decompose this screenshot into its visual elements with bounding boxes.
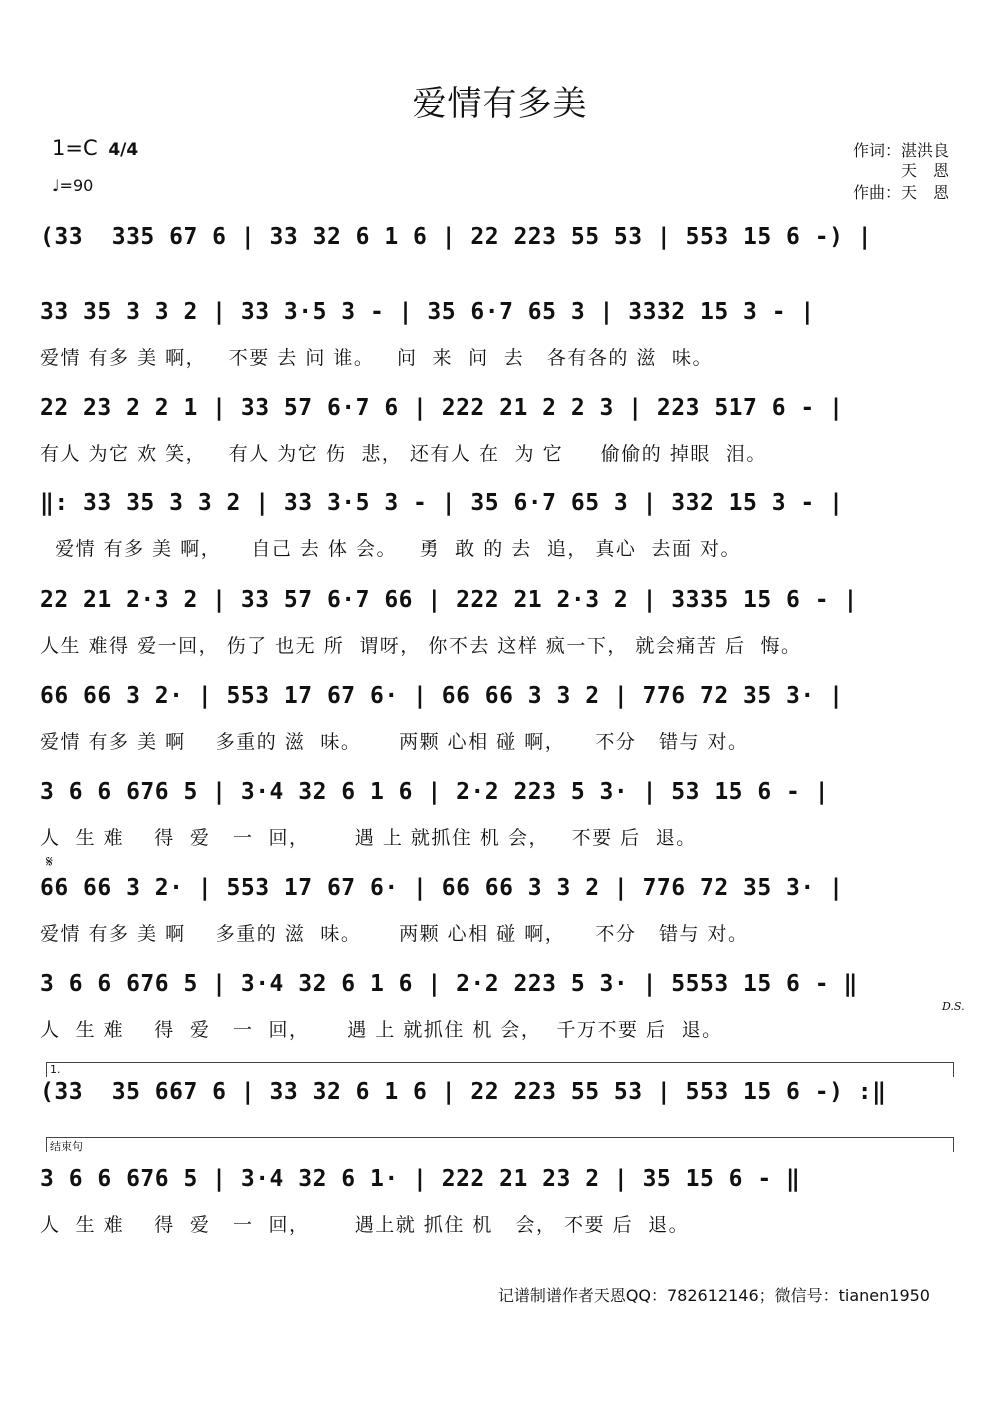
author-contact-footer: 记谱制谱作者天恩QQ：782612146；微信号：tianen1950 (497, 1286, 930, 1305)
segno-sign: 𝄋 (46, 852, 53, 871)
composer-credit: 作曲：天 恩 (853, 183, 950, 202)
first-ending-label: 1. (50, 1063, 61, 1076)
notation-line: 22 23 2 2 1 | 33 57 6·7 6 | 222 21 2 2 3 | 223 517 6 - | (40, 395, 844, 421)
lyrics-line: 人 生 难 得 爱 一 回， 遇 上 就抓住 机 会， 不要 后 退。 (40, 827, 697, 849)
notation-line: (33 335 67 6 | 33 32 6 1 6 | 22 223 55 53 | 553 15 6 -) | (40, 224, 873, 250)
ending-bracket (46, 1137, 954, 1152)
lyrics-line: 爱情 有多 美 啊 多重的 滋 味。 两颗 心相 碰 啊， 不分 错与 对。 (40, 923, 749, 945)
ds-mark: D.S. (942, 1000, 965, 1013)
song-title: 爱情有多美 (412, 84, 588, 124)
lyrics-line: 爱情 有多 美 啊， 自己 去 体 会。 勇 敢 的 去 追， 真心 去面 对。 (40, 538, 741, 560)
lyrics-line: 爱情 有多 美 啊 多重的 滋 味。 两颗 心相 碰 啊， 不分 错与 对。 (40, 731, 749, 753)
notation-line: 22 21 2·3 2 | 33 57 6·7 66 | 222 21 2·3 2 | 3335 15 6 - | (40, 587, 858, 613)
notation-line: 66 66 3 2· | 553 17 67 6· | 66 66 3 3 2 | 776 72 35 3· | (40, 875, 844, 901)
lyricist-credit: 作词：湛洪良 (853, 141, 950, 160)
lyrics-line: 人生 难得 爱一回， 伤了 也无 所 谓呀， 你不去 这样 疯一下， 就会痛苦 后 悔。 (40, 635, 802, 657)
lyrics-line: 有人 为它 欢 笑， 有人 为它 伤 悲， 还有人 在 为 它 偷偷的 掉眼 泪。 (40, 443, 767, 465)
notation-line: (33 35 667 6 | 33 32 6 1 6 | 22 223 55 53 | 553 15 6 -) :‖ (40, 1079, 887, 1105)
tempo-mark: ♩=90 (52, 176, 94, 195)
lyrics-line: 人 生 难 得 爱 一 回， 遇上就 抓住 机 会， 不要 后 退。 (40, 1214, 690, 1236)
notation-line: ‖: 33 35 3 3 2 | 33 3·5 3 - | 35 6·7 65 3 | 332 15 3 - | (40, 490, 844, 516)
notation-line: 3 6 6 676 5 | 3·4 32 6 1 6 | 2·2 223 5 3· | 53 15 6 - | (40, 779, 830, 805)
time-signature: 4/4 (108, 140, 139, 160)
lyrics-line: 人 生 难 得 爱 一 回， 遇 上 就抓住 机 会， 千万不要 后 退。 (40, 1019, 723, 1041)
first-ending-bracket (46, 1062, 954, 1077)
notation-line: 66 66 3 2· | 553 17 67 6· | 66 66 3 3 2 | 776 72 35 3· | (40, 683, 844, 709)
key-signature (52, 136, 138, 160)
lyrics-line: 爱情 有多 美 啊， 不要 去 问 谁。 问 来 问 去 各有各的 滋 味。 (40, 347, 713, 369)
notation-line: 3 6 6 676 5 | 3·4 32 6 1· | 222 21 23 2 | 35 15 6 - ‖ (40, 1166, 801, 1192)
ending-label: 结束句 (50, 1140, 83, 1153)
lyricist-credit-2: 天 恩 (901, 161, 950, 180)
key-label: 1=C (52, 136, 98, 160)
notation-line: 3 6 6 676 5 | 3·4 32 6 1 6 | 2·2 223 5 3· | 5553 15 6 - ‖ (40, 971, 858, 997)
notation-line: 33 35 3 3 2 | 33 3·5 3 - | 35 6·7 65 3 | 3332 15 3 - | (40, 299, 815, 325)
